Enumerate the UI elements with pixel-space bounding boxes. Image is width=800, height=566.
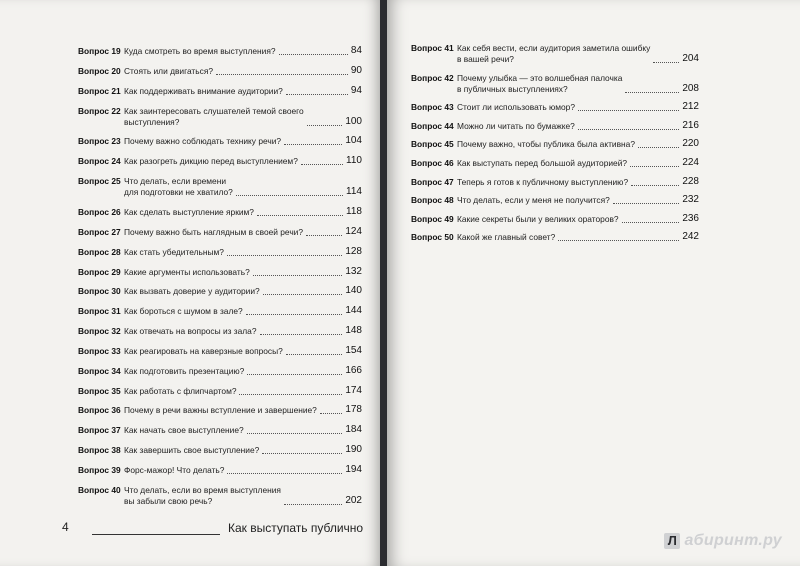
question-title-line: Какие секреты были у великих ораторов? [457,213,619,224]
toc-entry [411,214,699,225]
question-title [457,177,628,188]
question-title-line: Как вызвать доверие у аудитории? [124,286,260,297]
footer-rule [92,534,220,535]
toc-entry [78,267,362,278]
toc-entry [78,366,362,377]
page-ref: 194 [345,464,362,475]
page-ref: 140 [345,285,362,297]
question-label: Вопрос 21 [78,85,121,96]
dot-leader [578,110,679,111]
toc-entry [411,195,699,206]
toc-entry [78,207,362,218]
question-title-line: Почему важно соблюдать технику речи? [124,136,282,147]
page-ref: 110 [346,155,362,167]
page-ref: 228 [682,175,699,187]
question-title [457,73,622,95]
question-title [457,214,619,225]
toc-entry [78,286,362,297]
page-ref: 100 [345,115,362,127]
question-title-line: Можно ли читать по бумажке? [457,120,575,131]
question-title-line: Как завершить свое выступление? [124,445,260,456]
dot-leader [284,144,342,145]
question-title [124,227,303,238]
dot-leader [306,235,342,236]
right-page [387,0,800,566]
page-ref: 208 [682,82,699,94]
question-title-line: Что делать, если во время выступления [124,484,281,495]
watermark [664,532,782,550]
question-title [124,136,281,147]
page-ref: 236 [682,212,699,224]
question-title [124,485,281,507]
question-title [124,207,254,218]
page-ref: 190 [345,444,362,456]
question-title-line: Какой же главный совет? [457,232,556,243]
question-title-line: Как сделать выступление ярким? [124,206,254,217]
question-title [124,286,260,297]
toc-entry [78,465,362,476]
page-ref: 118 [346,205,362,217]
dot-leader [307,125,342,126]
toc-entry [78,445,362,456]
question-title [457,158,627,169]
question-label: Вопрос 42 [411,72,454,83]
toc-entry [78,485,362,507]
toc-entry [78,346,362,357]
dot-leader [262,453,342,454]
question-title-line: в публичных выступлениях? [457,83,568,94]
question-label: Вопрос 40 [78,484,121,495]
question-title [124,465,224,476]
question-label: Вопрос 39 [78,465,121,475]
toc-entry [78,326,362,337]
toc-entry [411,139,699,150]
question-title-line: Как поддерживать внимание аудитории? [124,85,283,96]
dot-leader [247,374,342,375]
question-title [124,326,257,337]
dot-leader [631,185,679,186]
question-title-line: Стоит ли использовать юмор? [457,102,575,113]
question-label: Вопрос 28 [78,246,121,257]
toc-entry [78,136,362,147]
question-label: Вопрос 49 [411,213,454,224]
question-label: Вопрос 38 [78,445,121,456]
watermark-text: абиринт.ру [684,532,782,549]
dot-leader [253,275,342,276]
toc-entry [411,102,699,113]
watermark-logo-icon: Л [664,533,680,549]
dot-leader [227,473,342,474]
question-title [124,46,276,57]
page-ref: 220 [682,138,699,150]
left-toc [0,0,380,566]
question-title [124,405,317,416]
dot-leader [284,504,342,505]
question-label: Вопрос 25 [78,176,121,187]
question-title-line: Как отвечать на вопросы из зала? [124,326,257,337]
question-title [124,106,304,128]
question-title-line: Почему важно, чтобы публика была активна? [457,139,635,150]
toc-entry [78,227,362,238]
dot-leader [246,314,342,315]
dot-leader [257,215,343,216]
page-ref: 166 [345,364,362,376]
question-label: Вопрос 45 [411,139,454,150]
page-ref: 144 [345,305,362,317]
toc-entry [411,121,699,132]
question-title-line: Что делать, если у меня не получится? [457,195,610,206]
toc-entry [411,73,699,95]
page-number: 4 [62,520,69,534]
right-toc [387,0,800,566]
dot-leader [227,255,342,256]
toc-entry [78,46,362,57]
page-ref: 204 [682,53,699,64]
question-label: Вопрос 29 [78,266,121,277]
toc-entry [78,386,362,397]
question-title [124,445,259,456]
dot-leader [286,94,348,95]
question-title [457,43,650,65]
question-label: Вопрос 41 [411,43,454,53]
question-title-line: Как себя вести, если аудитория заметила ошибку [457,43,651,53]
question-label: Вопрос 19 [78,46,121,56]
page-ref: 104 [345,135,362,147]
question-title-line: в вашей речи? [457,54,514,64]
toc-entry [78,66,362,77]
dot-leader [286,354,342,355]
question-title-line: Куда смотреть во время выступления? [124,46,276,56]
question-title-line: Как бороться с шумом в зале? [124,306,243,317]
question-title-line: Как выступать перед большой аудиторией? [457,158,628,168]
toc-entry [78,176,362,198]
toc-entry [411,177,699,188]
question-title [124,156,298,167]
question-title-line: Как реагировать на каверзные вопросы? [124,345,283,356]
question-title [124,86,283,97]
dot-leader [578,129,679,130]
page-ref: 114 [346,186,362,198]
dot-leader [613,203,679,204]
question-title [124,66,213,77]
question-title [124,425,244,436]
toc-entry [78,425,362,436]
question-title-line: Стоять или двигаться? [124,65,214,76]
question-title-line: Почему улыбка — это волшебная палочка [457,72,623,83]
page-ref: 148 [345,325,362,337]
question-label: Вопрос 22 [78,105,121,116]
question-title-line: Почему в речи важны вступление и завершение? [124,405,317,416]
question-title [124,267,250,278]
question-title-line: для подготовки не хватило? [124,187,233,198]
toc-entry [411,43,699,65]
question-label: Вопрос 44 [411,120,454,131]
question-label: Вопрос 46 [411,158,454,168]
question-title-line: Как подготовить презентацию? [124,365,245,376]
page-ref: 154 [345,344,362,356]
question-title-line: Как работать с флипчартом? [124,385,237,396]
question-label: Вопрос 33 [78,345,121,356]
question-label: Вопрос 24 [78,156,121,167]
question-label: Вопрос 43 [411,102,454,113]
dot-leader [625,92,679,93]
question-label: Вопрос 50 [411,232,454,243]
question-label: Вопрос 34 [78,365,121,376]
question-title [124,306,243,317]
question-title [457,139,635,150]
page-ref: 216 [682,119,699,131]
question-title-line: Что делать, если времени [124,176,227,187]
question-title-line: Как разогреть дикцию перед выступлением? [124,156,298,167]
page-ref: 84 [350,45,362,56]
question-title-line: Теперь я готов к публичному выступлению? [457,176,629,187]
question-label: Вопрос 32 [78,326,121,337]
question-title [457,195,610,206]
question-title-line: Какие аргументы использовать? [124,266,250,277]
dot-leader [558,240,679,241]
toc-entry [78,106,362,128]
page-ref: 232 [682,194,699,206]
question-title [457,121,575,132]
question-title-line: Форс-мажор! Что делать? [124,465,225,475]
question-label: Вопрос 20 [78,65,121,76]
question-title [124,366,244,377]
question-label: Вопрос 26 [78,206,121,217]
question-title [457,102,575,113]
question-title [124,346,283,357]
page-ref: 224 [682,157,699,168]
dot-leader [239,394,342,395]
page-ref: 174 [345,384,362,396]
question-title [457,232,555,243]
question-title [124,176,233,198]
toc-entry [411,232,699,243]
question-label: Вопрос 35 [78,385,121,396]
question-label: Вопрос 37 [78,425,121,436]
dot-leader [263,294,342,295]
page-ref: 202 [345,494,362,506]
question-title-line: Почему важно быть наглядным в своей речи? [124,226,304,237]
toc-entry [78,247,362,258]
toc-entry [78,306,362,317]
dot-leader [260,334,342,335]
question-title [124,386,236,397]
question-title-line: Как заинтересовать слушателей темой своего [124,105,304,116]
toc-entry [78,156,362,167]
dot-leader [279,54,348,55]
question-title-line: Как начать свое выступление? [124,425,244,436]
question-title [124,247,224,258]
dot-leader [630,166,679,167]
question-title-line: выступления? [124,116,180,127]
left-page [0,0,380,566]
question-title-line: Как стать убедительным? [124,246,224,257]
page-ref: 242 [682,231,699,243]
question-label: Вопрос 31 [78,306,121,317]
running-title: Как выступать публично [228,521,364,535]
dot-leader [301,164,343,165]
question-label: Вопрос 27 [78,226,121,237]
question-label: Вопрос 36 [78,405,121,416]
question-label: Вопрос 30 [78,286,121,297]
dot-leader [320,413,342,414]
page-ref: 124 [345,225,362,237]
page-ref: 94 [350,84,362,96]
page-ref: 178 [345,404,362,416]
dot-leader [216,74,348,75]
question-label: Вопрос 23 [78,136,121,147]
page-ref: 184 [345,424,362,436]
dot-leader [653,62,679,63]
page-ref: 90 [350,64,362,76]
dot-leader [622,222,679,223]
dot-leader [638,147,679,148]
toc-entry [411,158,699,169]
page-ref: 212 [682,101,699,113]
page-ref: 132 [345,265,362,277]
page-ref: 128 [345,245,362,257]
question-label: Вопрос 48 [411,195,454,206]
toc-entry [78,405,362,416]
dot-leader [236,195,343,196]
question-label: Вопрос 47 [411,176,454,187]
question-title-line: вы забыли свою речь? [124,495,213,506]
dot-leader [247,433,342,434]
toc-entry [78,86,362,97]
